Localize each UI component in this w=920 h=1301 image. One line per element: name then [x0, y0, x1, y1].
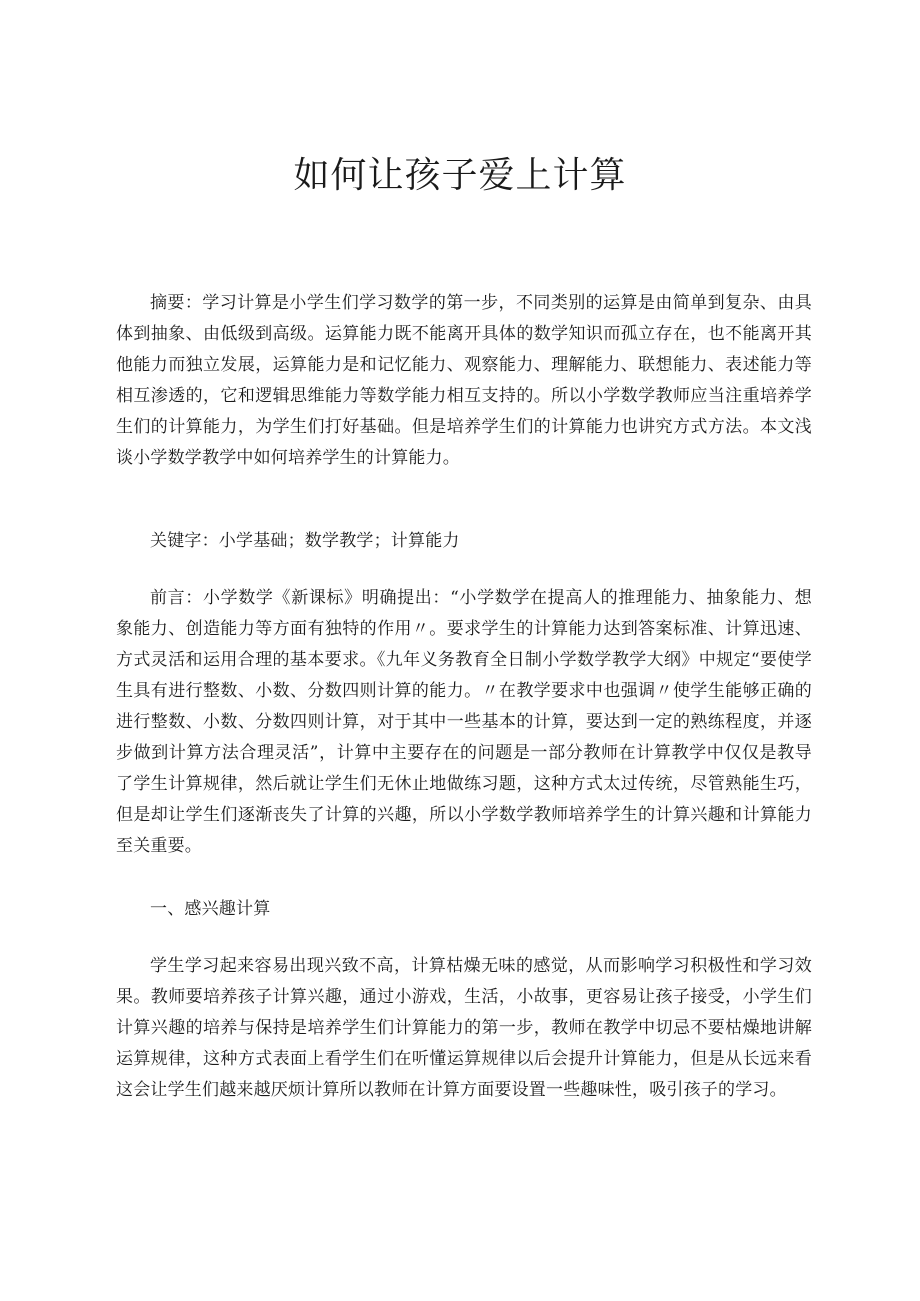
preface-paragraph: 前言：小学数学《新课标》明确提出：“小学数学在提高人的推理能力、抽象能力、想象能力、创造能力等方面有独特的作用〃。要求学生的计算能力达到答案标准、计算迅速、方式灵活和运用合理的基本要求。《九年义务教育全日制小学数学教学大纲》中规定“要使学生具有进行整数、小数、分数四则计算的能力。〃在教学要求中也强调〃使学生能够正确的进行整数、小数、分数四则计算，对于其中一些基本的计算，要达到一定的熟练程度，并逐步做到计算方法合理灵活”，计算中主要存在的问题是一部分教师在计算教学中仅仅是教导了学生计算规律，然后就让学生们无休止地做练习题，这种方式太过传统，尽管熟能生巧，但是却让学生们逐渐丧失了计算的兴趣，所以小学数学教师培养学生的计算兴趣和计算能力至关重要。 [116, 588, 812, 856]
keywords-paragraph: 关键字：小学基础；数学教学；计算能力 [150, 531, 460, 551]
section-body-paragraph: 学生学习起来容易出现兴致不高，计算枯燥无味的感觉，从而影响学习积极性和学习效果。教师要培养孩子计算兴趣，通过小游戏，生活，小故事，更容易让孩子接受，小学生们计算兴趣的培养与保持是培养学生们计算能力的第一步，教师在教学中切忌不要枯燥地讲解运算规律，这种方式表面上看学生们在听懂运算规律以后会提升计算能力，但是从长远来看这会让学生们越来越厌烦计算所以教师在计算方面要设置一些趣味性，吸引孩子的学习。 [116, 956, 812, 1100]
document-title: 如何让孩子爱上计算 [293, 155, 627, 196]
section-heading: 一、感兴趣计算 [150, 899, 271, 919]
abstract-paragraph: 摘要：学习计算是小学生们学习数学的第一步，不同类别的运算是由简单到复杂、由具体到抽象、由低级到高级。运算能力既不能离开具体的数学知识而孤立存在，也不能离开其他能力而独立发展，运算能力是和记忆能力、观察能力、理解能力、联想能力、表述能力等相互渗透的，它和逻辑思维能力等数学能力相互支持的。所以小学数学教师应当注重培养学生们的计算能力，为学生们打好基础。但是培养学生们的计算能力也讲究方式方法。本文浅谈小学数学教学中如何培养学生的计算能力。 [116, 293, 812, 468]
